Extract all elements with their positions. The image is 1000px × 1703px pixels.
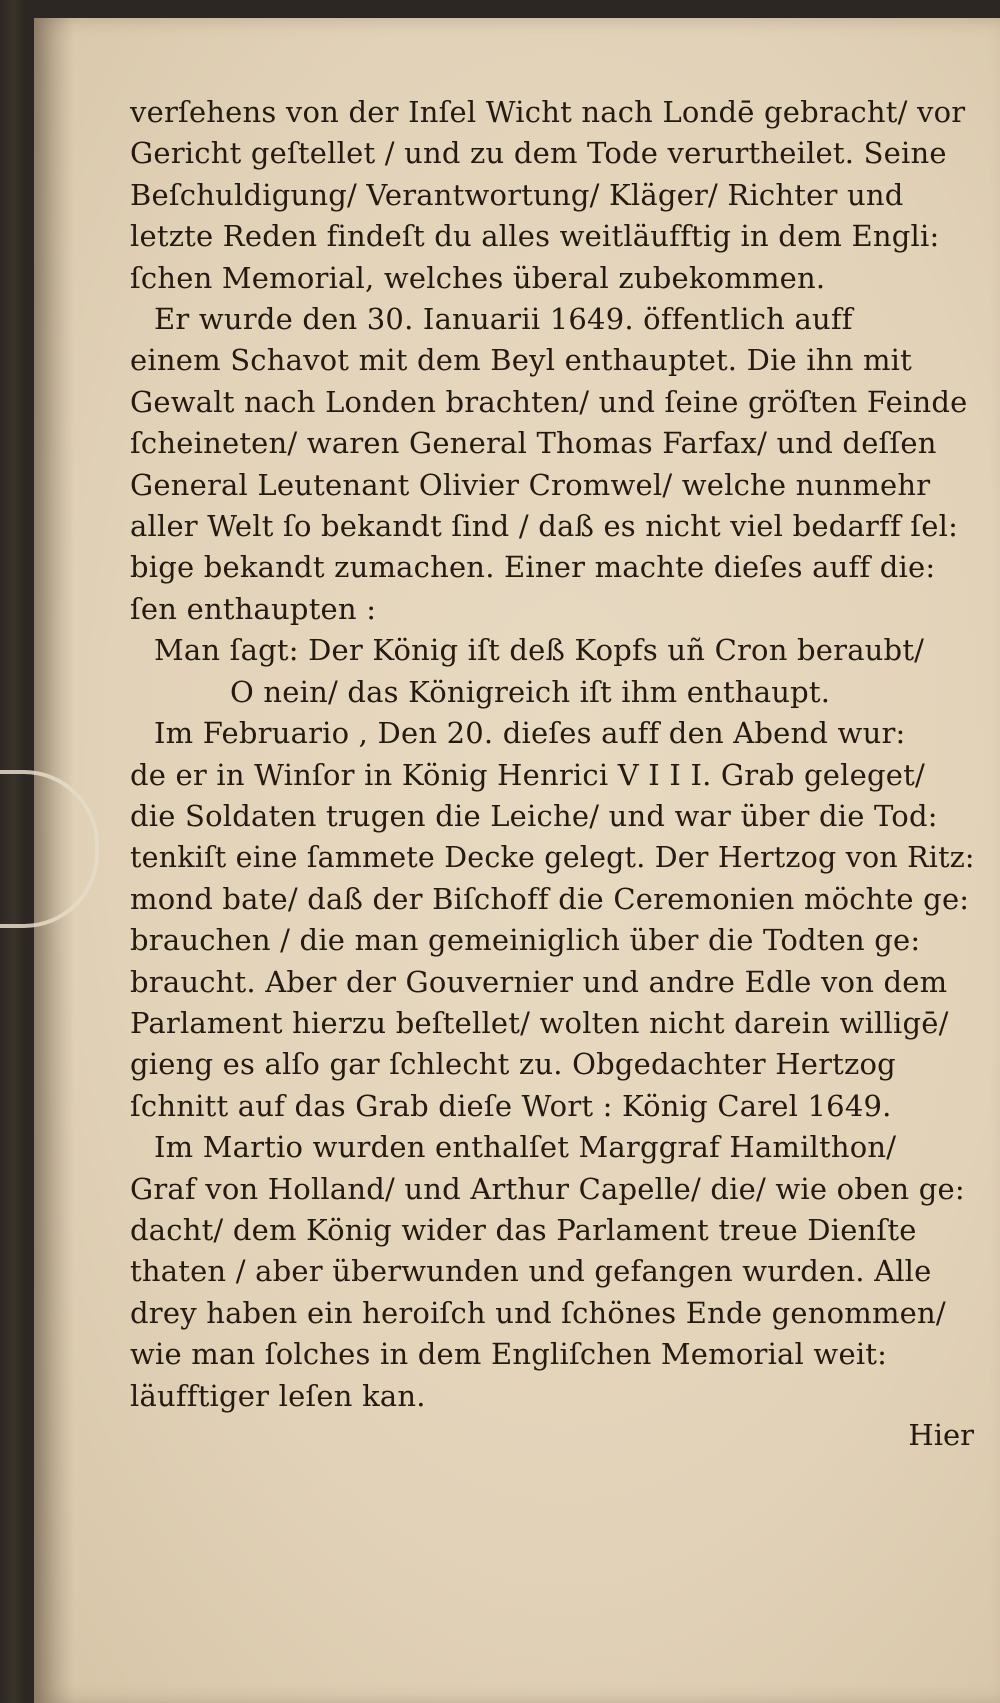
text-line: einem Schavot mit dem Beyl enthauptet. Die ihn mit	[130, 343, 913, 378]
text-line: Gewalt nach Londen brachten/ und ſeine gröſten Feinde	[130, 384, 968, 419]
text-line: aller Welt ſo bekandt ſind / daß es nicht viel bedarff ſel:	[130, 509, 959, 544]
text-line: tenkiſt eine ſammete Decke gelegt. Der Hertzog von Ritz:	[130, 841, 975, 875]
text-line: dacht/ dem König wider das Parlament treue Dienſte	[130, 1212, 917, 1247]
text-line: General Leutenant Olivier Cromwel/ welche nunmehr	[130, 467, 931, 502]
verse-line-2: O nein/ das Königreich iſt ihm enthaupt.	[230, 674, 831, 709]
text-line: ſen enthaupten :	[130, 591, 377, 626]
text-line: ſcheineten/ waren General Thomas Farfax/ und deſſen	[130, 426, 937, 461]
text-line: wie man ſolches in dem Engliſchen Memorial weit:	[130, 1337, 888, 1372]
text-line: ſchen Memorial, welches überal zubekommen.	[130, 260, 826, 295]
text-line: läufftiger leſen kan.	[130, 1378, 426, 1413]
text-line: brauchen / die man gemeiniglich über die Todten ge:	[130, 923, 921, 958]
text-line: de er in Winſor in König Henrici V I I I. Grab geleget/	[130, 757, 925, 792]
text-line: drey haben ein heroiſch und ſchönes Ende genommen/	[130, 1295, 946, 1330]
paragraph-start-line: Er wurde den 30. Ianuarii 1649. öffentlich auff	[154, 302, 853, 337]
text-line: verſehens von der Inſel Wicht nach Londē gebracht/ vor	[130, 95, 966, 129]
text-line: ſchnitt auf das Grab dieſe Wort : König Carel 1649.	[130, 1088, 892, 1123]
verse-line-1: Man ſagt: Der König iſt deß Kopfs uñ Cron beraubt/	[154, 633, 925, 668]
text-line: thaten / aber überwunden und gefangen wurden. Alle	[130, 1254, 932, 1289]
text-line: letzte Reden findeſt du alles weitläufftig in dem Engli:	[130, 219, 940, 254]
text-line: Beſchuldigung/ Verantwortung/ Kläger/ Richter und	[130, 177, 904, 212]
text-line: braucht. Aber der Gouvernier und andre Edle von dem	[130, 964, 948, 999]
paragraph-start-line: Im Martio wurden enthalſet Marggraf Hamilthon/	[154, 1130, 897, 1165]
text-line: gieng es alſo gar ſchlecht zu. Obgedachter Hertzog	[130, 1047, 896, 1082]
text-line: bige bekandt zumachen. Einer machte dieſes auff die:	[130, 550, 936, 585]
body-text	[130, 92, 975, 1417]
text-line: Parlament hierzu beſtellet/ wolten nicht darein willigē/	[130, 1005, 949, 1040]
catchword: Hier	[908, 1418, 974, 1452]
text-line: Graf von Holland/ und Arthur Capelle/ die/ wie oben ge:	[130, 1171, 965, 1206]
text-line: Gericht geſtellet / und zu dem Tode verurtheilet. Seine	[130, 136, 947, 171]
text-line: die Soldaten trugen die Leiche/ und war über die Tod:	[130, 798, 938, 833]
paragraph-start-line: Im Februario , Den 20. dieſes auff den Abend wur:	[154, 716, 906, 751]
text-line: mond bate/ daß der Biſchoff die Ceremonien möchte ge:	[130, 881, 970, 916]
